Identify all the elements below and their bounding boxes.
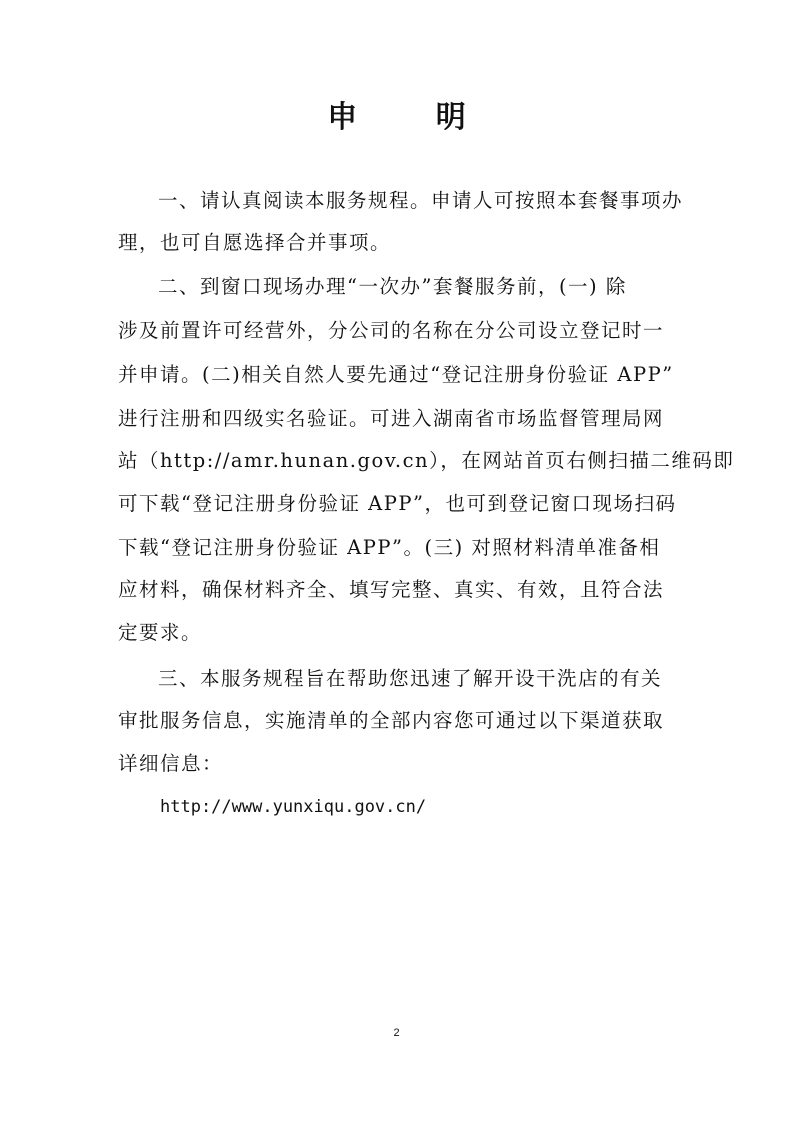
page-number: 2: [393, 1027, 400, 1039]
website-url: http://www.yunxiqu.gov.cn/: [160, 797, 427, 817]
paragraph-3-line-3: 详细信息：: [118, 752, 224, 775]
paragraph-2-line-8: 应材料，确保材料齐全、填写完整、真实、有效，且符合法: [118, 578, 665, 601]
paragraph-2-line-2: 涉及前置许可经营外，分公司的名称在分公司设立登记时一: [118, 319, 665, 342]
paragraph-1-line-1: 一、请认真阅读本服务规程。申请人可按照本套餐事项办: [158, 189, 684, 212]
paragraph-2-line-4: 进行注册和四级实名验证。可进入湖南省市场监督管理局网: [118, 407, 665, 430]
paragraph-2-line-7: 下载“登记注册身份验证 APP”。(三) 对照材料清单准备相: [118, 536, 661, 559]
paragraph-2-line-6: 可下载“登记注册身份验证 APP”，也可到登记窗口现场扫码: [118, 492, 677, 515]
paragraph-2-line-1: 二、到窗口现场办理“一次办”套餐服务前，(一) 除: [158, 275, 627, 298]
paragraph-3-line-1: 三、本服务规程旨在帮助您迅速了解开设干洗店的有关: [158, 667, 663, 690]
paragraph-2-line-9: 定要求。: [118, 621, 203, 644]
document-title: 申 明: [327, 100, 500, 135]
paragraph-2-line-5: 站（http://amr.hunan.gov.cn），在网站首页右侧扫描二维码即: [118, 449, 735, 472]
paragraph-1-line-2: 理，也可自愿选择合并事项。: [118, 231, 392, 254]
paragraph-2-line-3: 并申请。(二)相关自然人要先通过“登记注册身份验证 APP”: [118, 363, 674, 386]
paragraph-3-line-2: 审批服务信息，实施清单的全部内容您可通过以下渠道获取: [118, 709, 665, 732]
